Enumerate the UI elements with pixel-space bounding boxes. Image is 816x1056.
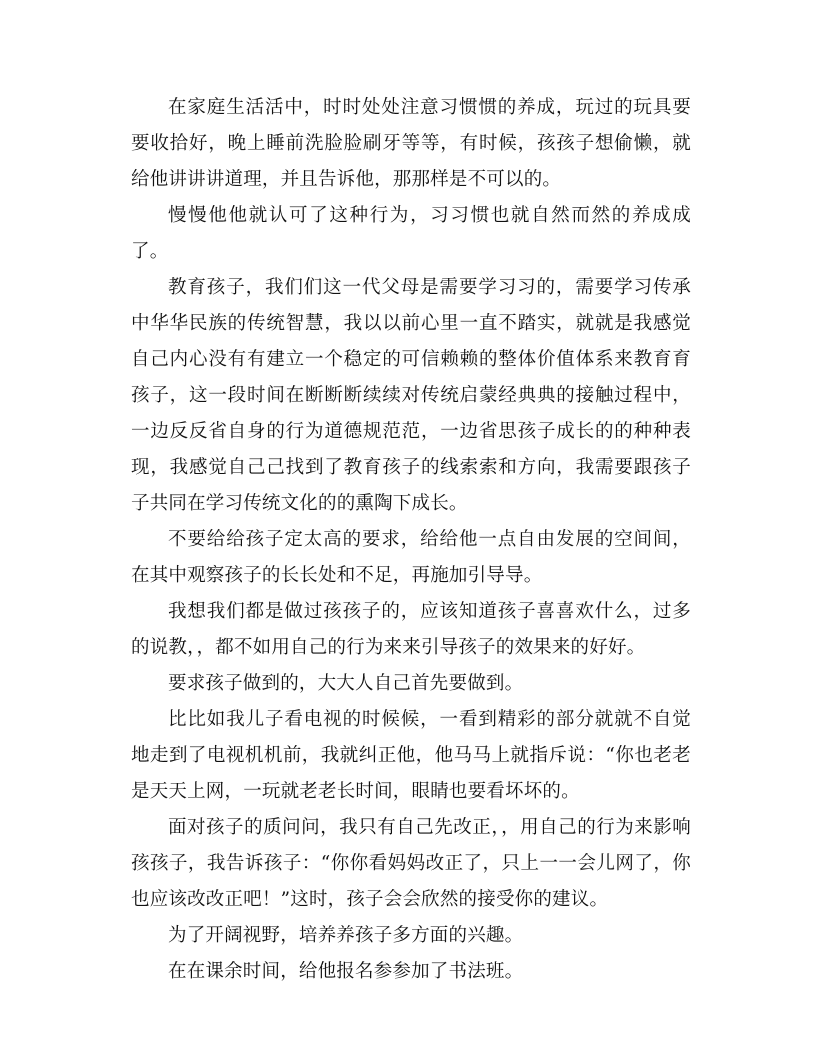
paragraph: 面对孩子的质问问，我只有自己先改正，，用自己的行为来影响孩孩子，我告诉孩子：“你你看妈妈改正了，只上一一会儿网了，你也应该改改正吧！”这时，孩子会会欣然的接受你的建议。 bbox=[131, 817, 691, 910]
paragraph: 为了开阔视野，培养养孩子多方面的兴趣。 bbox=[168, 925, 524, 946]
paragraph: 比比如我儿子看电视的时候候，一看到精彩的部分就就不自觉地走到了电视机机前，我就纠正他，他马马上就指斥说：“你也老老是天天上网，一玩就老老长时间，眼睛也要看坏坏的。 bbox=[131, 709, 691, 802]
paragraph: 教育孩子，我们们这一代父母是需要学习习的，需要学习传承中华华民族的传统智慧，我以以前心里一直不踏实，就就是我感觉自己内心没有有建立一个稳定的可信赖赖的整体价值体系来教育育孩子，这一段时间在断断断续续对传统启蒙经典典的接触过程中，一边反反省自身的行为道德规范范，一边省思孩子成长的的种种表现，我感觉自己己找到了教育孩子的线索索和方向，我需要跟孩子子共同在学习传统文化的的熏陶下成长。 bbox=[131, 277, 691, 514]
paragraph: 在家庭生活活中，时时处处注意习惯惯的养成，玩过的玩具要要收拾好，晚上睡前洗脸脸刷牙等等，有时候，孩孩子想偷懒，就给他讲讲讲道理，并且告诉他，那那样是不可以的。 bbox=[131, 97, 691, 190]
paragraph: 不要给给孩子定太高的要求，给给他一点自由发展的空间间，在其中观察孩子的长长处和不足，再施加引导导。 bbox=[131, 529, 691, 586]
paragraph: 慢慢他他就认可了这种行为，习习惯也就自然而然的养成成了。 bbox=[131, 205, 691, 262]
paragraph: 在在课余时间，给他报名参参加了书法班。 bbox=[168, 961, 524, 982]
paragraph: 要求孩子做到的，大大人自己首先要做到。 bbox=[168, 673, 524, 694]
document-body bbox=[131, 90, 691, 990]
paragraph: 我想我们都是做过孩孩子的，应该知道孩子喜喜欢什么，过多的说教，，都不如用自己的行为来来引导孩子的效果来的好好。 bbox=[131, 601, 691, 658]
